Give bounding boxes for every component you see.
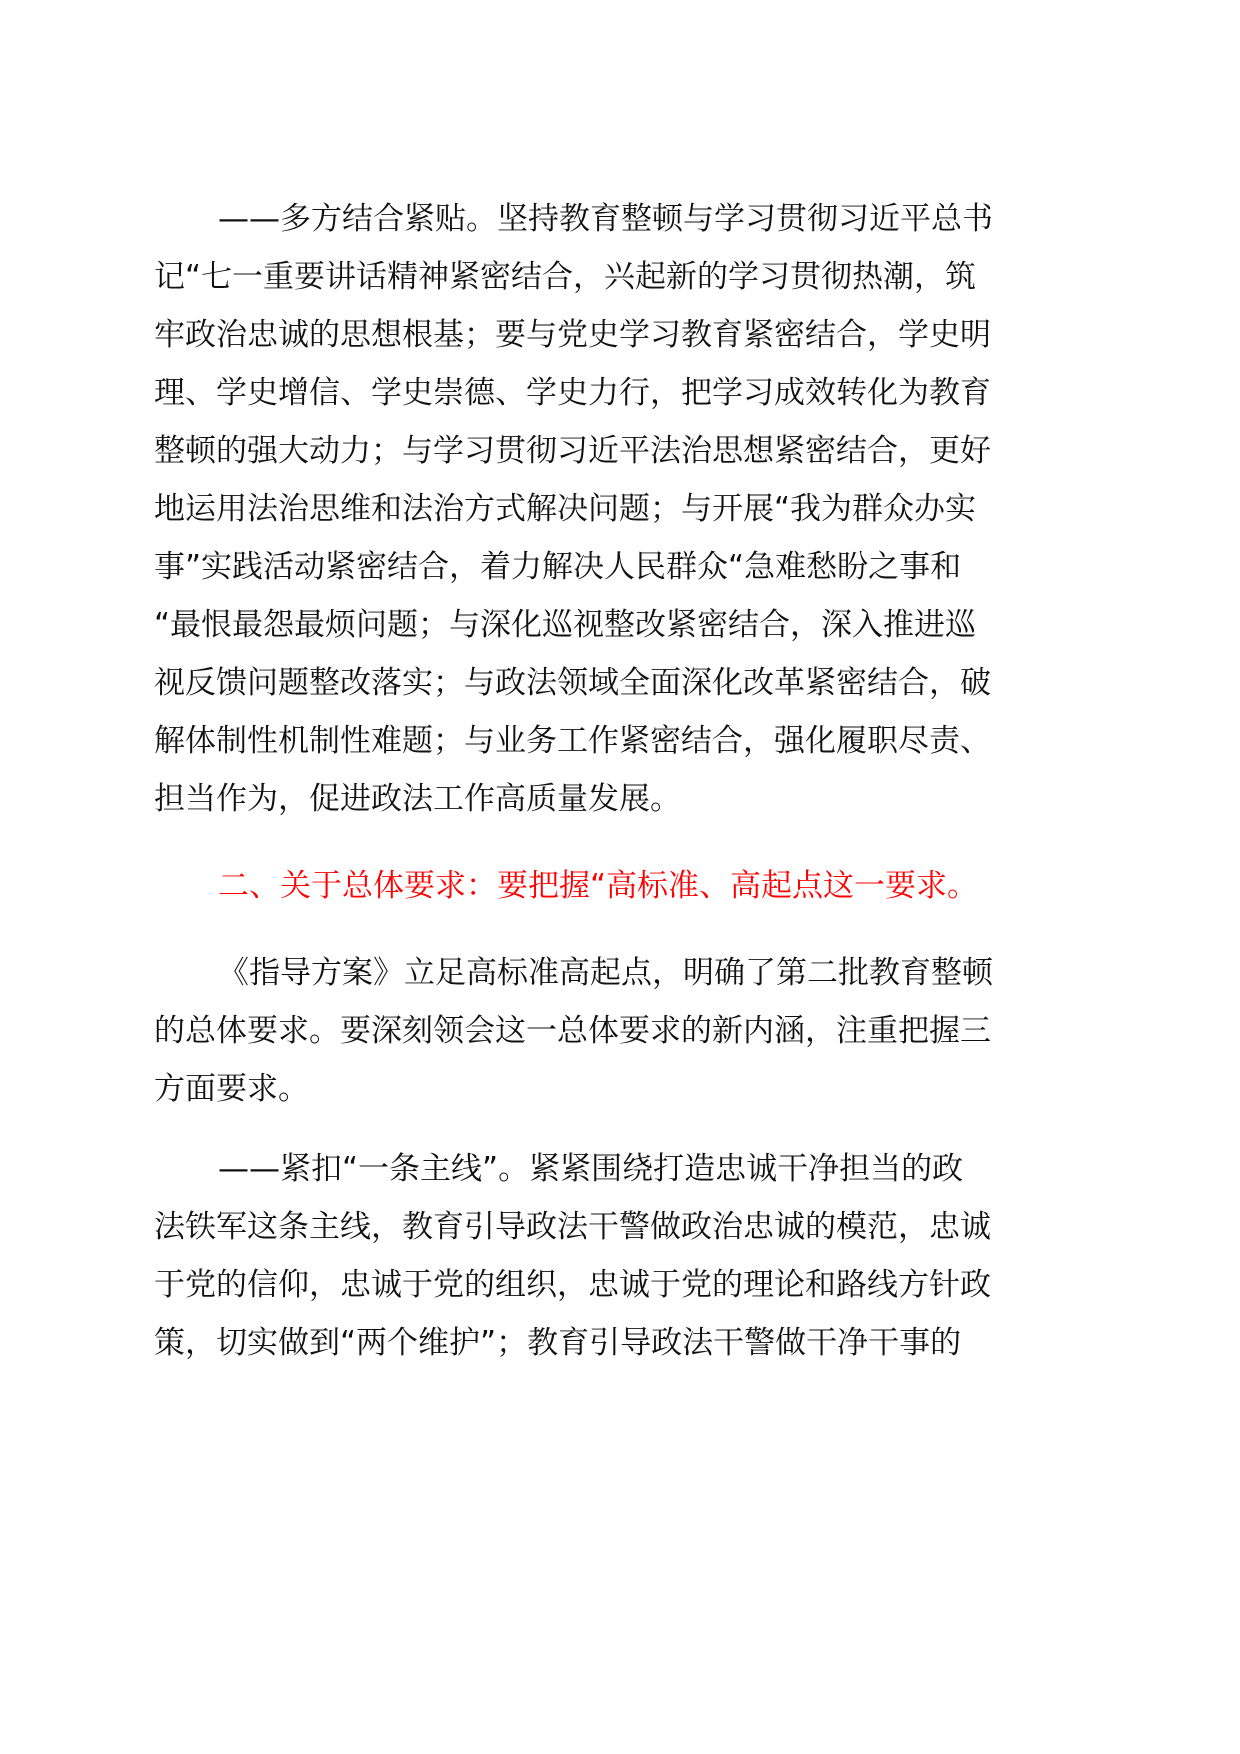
paragraph-3-line: ——紧扣“一条主线”。紧紧围绕打造忠诚干净担当的政 <box>218 1151 964 1187</box>
paragraph-1-line: 事”实践活动紧密结合，着力解决人民群众“急难愁盼之事和 <box>154 549 962 585</box>
paragraph-3-line: 策，切实做到“两个维护”；教育引导政法干警做干净干事的 <box>154 1325 962 1361</box>
paragraph-2-line: 的总体要求。要深刻领会这一总体要求的新内涵，注重把握三 <box>154 1013 991 1049</box>
paragraph-1-line: 视反馈问题整改落实；与政法领域全面深化改革紧密结合，破 <box>154 665 991 701</box>
paragraph-2-line: 《指导方案》立足高标准高起点，明确了第二批教育整顿 <box>218 955 993 991</box>
section-heading: 二、关于总体要求：要把握“高标准、高起点这一要求。 <box>218 868 979 904</box>
paragraph-1-line: ——多方结合紧贴。坚持教育整顿与学习贯彻习近平总书 <box>218 201 993 237</box>
paragraph-1-line: 整顿的强大动力；与学习贯彻习近平法治思想紧密结合，更好 <box>154 433 991 469</box>
paragraph-1-line: 牢政治忠诚的思想根基；要与党史学习教育紧密结合，学史明 <box>154 317 991 353</box>
paragraph-3-line: 法铁军这条主线，教育引导政法干警做政治忠诚的模范，忠诚 <box>154 1209 991 1245</box>
paragraph-1-line: “最恨最怨最烦问题；与深化巡视整改紧密结合，深入推进巡 <box>154 607 977 643</box>
paragraph-1-line: 担当作为，促进政法工作高质量发展。 <box>154 781 681 817</box>
paragraph-2-line: 方面要求。 <box>154 1071 309 1107</box>
paragraph-3-line: 于党的信仰，忠诚于党的组织，忠诚于党的理论和路线方针政 <box>154 1267 991 1303</box>
paragraph-1-line: 解体制性机制性难题；与业务工作紧密结合，强化履职尽责、 <box>154 723 991 759</box>
paragraph-1-line: 记“七一重要讲话精神紧密结合，兴起新的学习贯彻热潮，筑 <box>154 259 977 295</box>
paragraph-1-line: 地运用法治思维和法治方式解决问题；与开展“我为群众办实 <box>154 491 977 527</box>
paragraph-1-line: 理、学史增信、学史崇德、学史力行，把学习成效转化为教育 <box>154 375 991 411</box>
